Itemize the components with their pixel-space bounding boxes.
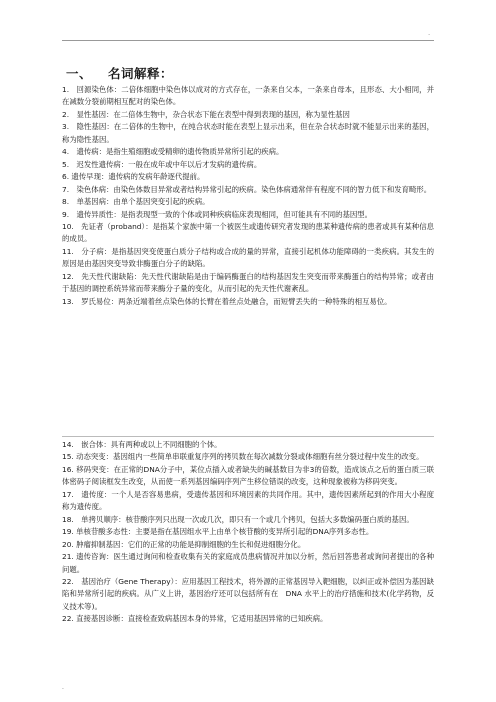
definition-entry: 18. 单拷贝顺序：核苷酸序列只出现一次或几次，即只有一个或几个拷贝，包括大多数编码蛋白质的基因。: [62, 514, 414, 524]
section-title: 名词解释：: [108, 66, 174, 81]
section-divider: [62, 436, 434, 437]
definition-entry: 14. 嵌合体：具有两种或以上不同细胞的个体。: [62, 440, 222, 449]
header-rule: [62, 40, 434, 41]
definition-entry: 16. 移码突变：在正常的DNA分子中，某位点插入或者缺失的碱基数目为非3的倍数，造成该点之后的蛋白质三联体密码子阅读框发生改变，从而使一系列基因编码序列产生移位错误的改变，这种现象被称为移码突变。: [62, 464, 434, 487]
definition-entry: 13. 罗氏易位：两条近端着丝点染色体的长臂在着丝点处融合，而短臂丢失的一种特殊的相互易位。: [62, 296, 392, 306]
definition-entry: 4. 遗传病：是指生殖细胞或受精卵的遗传物质异常所引起的疾病。: [62, 147, 284, 157]
definition-entry: 17. 遗传度：一个人是否容易患病，受遗传基因和环境因素的共同作用。其中，遗传因素所起到的作用大小程度称为遗传度。: [62, 489, 434, 512]
definition-entry: 10. 先证者（proband）：是指某个家族中第一个被医生或遗传研究者发现的患某种遗传病的患者或具有某种信息的成员。: [62, 221, 434, 244]
definition-entry: 6. 遗传早现：遗传病的发病年龄逐代提前。: [62, 172, 205, 182]
section-number: 一、: [66, 66, 93, 81]
definition-entry: 12. 先天性代谢缺陷：先天性代谢缺陷是由于编码酶蛋白的结构基因发生突变而带来酶蛋白的结构异常；或者由于基因的调控系统异常而带来酶分子量的变化，从而引起的先天性代谢紊乱。: [62, 271, 434, 294]
footer-mark: .: [62, 684, 64, 691]
definition-entry: 5. 迟发性遗传病：一般在成年或中年以后才发病的遗传病。: [62, 159, 262, 169]
definition-entry: 21. 遗传咨询：医生通过询问和检查收集有关的家庭成员患病情况并加以分析，然后回答患者或询问者提出的各种问题。: [62, 552, 434, 574]
definition-entry: 19. 单核苷酸多态性：主要是指在基因组水平上由单个核苷酸的变异所引起的DNA序列多态性。: [62, 527, 374, 537]
definition-entry: 2. 显性基因：在二倍体生物中，杂合状态下能在表型中得到表现的基因，称为显性基因: [62, 109, 350, 119]
definition-entry: 9. 遗传异质性：是指表现型一致的个体或同种疾病临床表现相同，但可能具有不同的基因型。: [62, 209, 373, 219]
definition-entry: 1. 回源染色体：二倍体细胞中染色体以成对的方式存在，一条来自父本，一条来自母本，且形态、大小相同，并在减数分裂前期相互配对的染色体。: [62, 85, 434, 107]
definition-entry: 22. 基因治疗（Gene Therapy）：应用基因工程技术，将外源的正常基因导入靶细胞，以纠正或补偿因为基因缺陷和异常所引起的疾病。从广义上讲，基因治疗还可以包括所有在 DNA 水平上的治疗措施和技术(化学药物，反义技术等)。: [62, 576, 434, 611]
header-mark: .: [428, 30, 430, 37]
definition-entry: 15. 动态突变：基因组内一些简单串联重复序列的拷贝数在每次减数分裂或体细胞有丝分裂过程中发生的改变。: [62, 452, 424, 462]
definition-entry: 22. 直接基因诊断：直接检查致病基因本身的异常，它适用基因异常的已知疾病。: [62, 614, 328, 624]
definitions-part-1: [62, 84, 434, 308]
definition-entry: 11. 分子病：是指基因突变使蛋白质分子结构或合成的量的异常，直接引起机体功能障碍的一类疾病。其发生的原因是由基因突变导致非酶蛋白分子的缺陷。: [62, 246, 434, 269]
section-heading: [66, 64, 173, 82]
definitions-part-2: [62, 439, 434, 626]
definition-entry: 20. 肿瘤抑制基因：它们的正常的功能是抑制细胞的生长和促进细胞分化。: [62, 539, 306, 549]
definition-entry: 7. 染色体病：由染色体数目异常或者结构异常引起的疾病。染色体病通常伴有程度不同的智力低下和发育畸形。: [62, 184, 432, 194]
definition-entry: 8. 单基因病：由单个基因突变引起的疾病。: [62, 197, 210, 207]
definition-entry: 3. 隐性基因：在二倍体的生物中，在纯合状态时能在表型上显示出来，但在杂合状态时就不能显示出来的基因，称为隐性基因。: [62, 122, 434, 144]
